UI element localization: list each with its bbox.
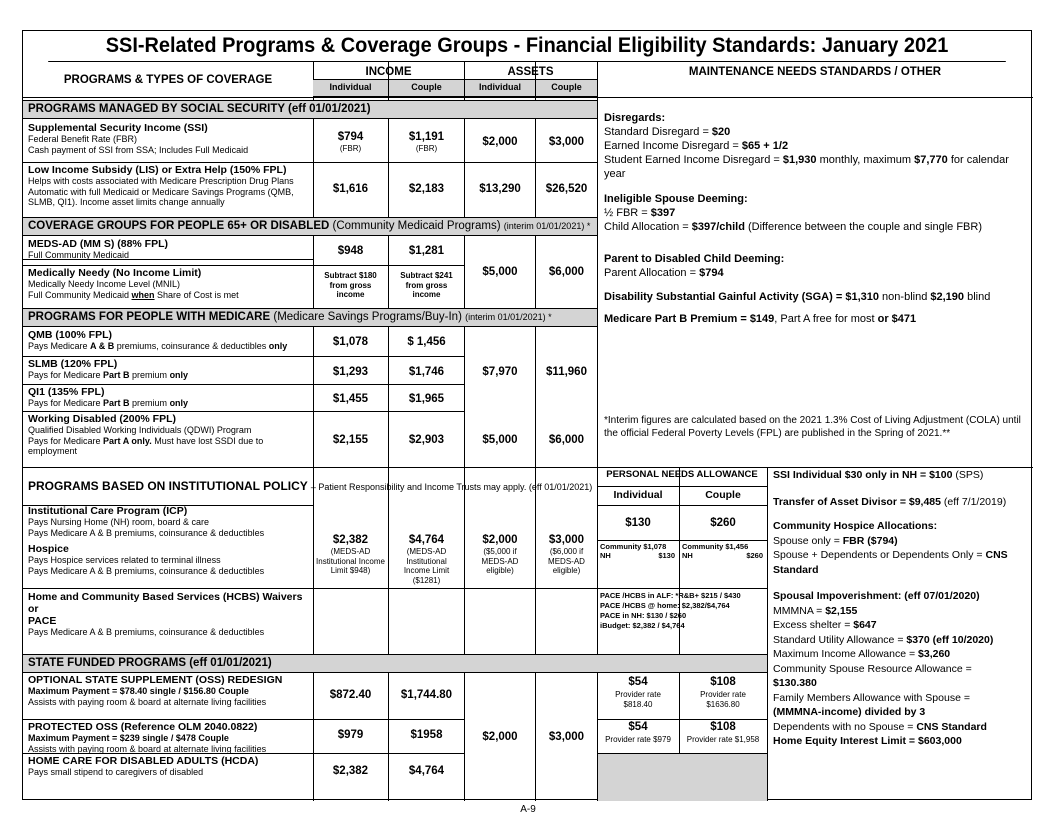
poss-income-couple: $1958 (410, 729, 443, 741)
income-header: INCOME (365, 66, 412, 78)
row-working-disabled: Working Disabled (200% FPL) Qualified Disabled Working Individuals (QDWI) Program Pays for Medicare Part A only. Must have lost SSDI due to employment (28, 413, 264, 456)
mn-assets-couple: $6,000 (548, 266, 585, 278)
qmb-income-individual: $1,078 (332, 336, 369, 348)
mn-assets-individual: $5,000 (482, 266, 518, 278)
ssi-assets-couple: $3,000 (548, 136, 585, 148)
assets-header: ASSETS (507, 66, 554, 78)
row-protected-oss: PROTECTED OSS (Reference OLM 2040.0822) Maximum Payment = $239 single / $478 Couple Assists with paying room & board at alternate living facilities (28, 721, 267, 754)
pna-poss-couple: $108 (710, 721, 736, 733)
income-individual-header: Individual (313, 80, 388, 97)
hcda-income-individual: $2,382 (332, 765, 369, 777)
inst-income-couple-note: (MEDS-AD Institutional Income Limit ($1281) (403, 547, 450, 585)
divider (535, 61, 536, 801)
slmb-assets-couple: $11,960 (546, 366, 587, 378)
row-oss: OPTIONAL STATE SUPPLEMENT (OSS) REDESIGN Maximum Payment = $78.40 single / $156.80 Couple Assists with paying room & board at alternate living facilities (28, 674, 283, 707)
row-medically-needy: Medically Needy (No Income Limit) Medically Needy Income Level (MNIL) Full Community Medicaid when Share of Cost is met (28, 267, 239, 300)
row-ssi: Supplemental Security Income (SSI) Federal Benefit Rate (FBR) Cash payment of SSI from SSA; Includes Full Medicaid (28, 122, 249, 155)
poss-assets-couple: $3,000 (548, 731, 585, 743)
divider (767, 467, 768, 801)
ssi-income-individual: $794 (337, 131, 364, 143)
row-hospice: Hospice Pays Hospice services related to terminal illness Pays Medicare A & B premiums, coinsurance & deductibles (28, 543, 265, 576)
maintenance-header: MAINTENANCE NEEDS STANDARDS / OTHER (688, 66, 942, 78)
row-meds-ad: MEDS-AD (MM S) (88% FPL) Full Community Medicaid (28, 238, 168, 260)
slmb-assets-individual: $7,970 (482, 366, 518, 378)
inst-assets-individual: $2,000 (482, 534, 518, 546)
slmb-income-couple: $1,746 (408, 366, 445, 378)
inst-income-individual-note: (MEDS-AD Institutional Income Limit $948) (316, 547, 385, 575)
section-social-security: PROGRAMS MANAGED BY SOCIAL SECURITY (eff 01/01/2021) (23, 100, 597, 119)
row-slmb: SLMB (120% FPL) Pays for Medicare Part B premium only (28, 358, 189, 380)
wd-assets-couple: $6,000 (548, 434, 585, 446)
wd-assets-individual: $5,000 (482, 434, 518, 446)
section-institutional: PROGRAMS BASED ON INSTITUTIONAL POLICY – Patient Responsibility and Income Trusts may apply. (eff 01/01/2021) (28, 479, 593, 493)
poss-assets-individual: $2,000 (482, 731, 518, 743)
ssi-income-couple: $1,191 (408, 131, 445, 143)
row-icp: Institutional Care Program (ICP) Pays Nursing Home (NH) room, board & care Pays Medicare A & B premiums, coinsurance & deductibles (28, 505, 265, 538)
hcda-income-couple: $4,764 (408, 765, 445, 777)
page-number: A-9 (520, 804, 536, 815)
pna-oss-couple: $108 (710, 676, 736, 688)
meds-income-couple: $1,281 (408, 245, 445, 257)
inst-income-couple: $4,764 (408, 534, 445, 546)
page-title: SSI-Related Programs & Coverage Groups - Financial Eligibility Standards: January 2021 (48, 31, 1006, 62)
row-hcda: HOME CARE FOR DISABLED ADULTS (HCDA) Pays small stipend to caregivers of disabled (28, 755, 259, 777)
row-qmb: QMB (100% FPL) Pays Medicare A & B premiums, coinsurance & deductibles only (28, 329, 288, 351)
mn-income-individual: Subtract $180 from gross income (324, 271, 377, 299)
lis-income-individual: $1,616 (332, 183, 369, 195)
ssi-income-couple-note: (FBR) (415, 144, 438, 153)
ssi-income-individual-note: (FBR) (339, 144, 362, 153)
assets-individual-header: Individual (465, 80, 535, 97)
lis-assets-couple: $26,520 (545, 183, 588, 195)
pna-community-couple: Community $1,456 NH $260 (682, 542, 763, 560)
row-hcbs: Home and Community Based Services (HCBS) Waivers or PACE Pays Medicare A & B premiums, coinsurance & deductibles (28, 591, 303, 637)
inst-assets-couple: $3,000 (548, 534, 585, 546)
divider (464, 61, 465, 801)
lis-assets-individual: $13,290 (479, 183, 521, 195)
pna-poss-individual-note: Provider rate $979 (605, 735, 671, 744)
pna-oss-individual-note: Provider rate $818.40 (615, 690, 661, 709)
ssi-assets-individual: $2,000 (482, 136, 518, 148)
pna-header: PERSONAL NEEDS ALLOWANCE (606, 469, 758, 480)
pna-oss-couple-note: Provider rate $1636.80 (700, 690, 746, 709)
slmb-income-individual: $1,293 (332, 366, 369, 378)
wd-income-couple: $2,903 (408, 434, 445, 446)
pna-pace-notes: PACE /HCBS in ALF: *R&B+ $215 / $430 PACE /HCBS @ home: $2,382/$4,764 PACE in NH: $130 / $260 iBudget: $2,382 / $4,764 (600, 591, 741, 630)
mn-income-couple: Subtract $241 from gross income (400, 271, 453, 299)
inst-income-individual: $2,382 (332, 534, 369, 546)
pna-individual: $130 (625, 517, 651, 529)
oss-income-individual: $872.40 (329, 689, 372, 701)
section-state-funded: STATE FUNDED PROGRAMS (eff 01/01/2021) (23, 654, 767, 673)
eligibility-table (22, 30, 1032, 800)
empty-shaded-cell (598, 754, 767, 801)
meds-income-individual: $948 (337, 245, 364, 257)
qi1-income-individual: $1,455 (332, 393, 369, 405)
row-qi1: QI1 (135% FPL) Pays for Medicare Part B premium only (28, 386, 189, 408)
inst-assets-couple-note: ($6,000 if MEDS-AD eligible) (548, 547, 585, 575)
assets-couple-header: Couple (536, 80, 597, 97)
pna-couple: $260 (710, 517, 736, 529)
pna-couple-header: Couple (705, 489, 741, 501)
qmb-income-couple: $ 1,456 (407, 336, 446, 348)
income-couple-header: Couple (389, 80, 464, 97)
lis-income-couple: $2,183 (408, 183, 445, 195)
pna-community-individual: Community $1,078 NH $130 (600, 542, 675, 560)
other-standards: SSI Individual $30 only in NH = $100 (SPS) Transfer of Asset Divisor = $9,485 (eff 7/1/2019) Community Hospice Allocations: Spouse only = FBR ($794) Spouse + Dependents or Dependents Only = CNS Standard Spousal Impoverishment: (eff 07/01/2020) MMMNA = $2,155 Excess shelter = $647 Standard Utility Allowance = $370 (eff 10/2020) Maximum Income Allowance = $3,260 Community Spouse Resource Allowance = $130.380 Family Members Allowance with Spouse = (MMMNA-income) divided by 3 Dependents with no Spouse = CNS Standard Home Equity Interest Limit = $603,000 (773, 469, 1008, 747)
pna-oss-individual: $54 (628, 676, 648, 688)
interim-note: *Interim figures are calculated based on the 2021 1.3% Cost of Living Adjustment (COLA) until the official Federal Poverty Levels (FPL) are published in the Spring of 2021.** (604, 415, 1021, 439)
inst-assets-individual-note: ($5,000 if MEDS-AD eligible) (481, 547, 519, 575)
poss-income-individual: $979 (337, 729, 364, 741)
pna-individual-header: Individual (613, 489, 663, 501)
oss-income-couple: $1,744.80 (400, 689, 453, 701)
programs-header: PROGRAMS & TYPES OF COVERAGE (63, 74, 273, 86)
section-medicare: PROGRAMS FOR PEOPLE WITH MEDICARE (Medicare Savings Programs/Buy-In) (interim 01/01/2021) * (23, 308, 597, 327)
section-coverage-groups: COVERAGE GROUPS FOR PEOPLE 65+ OR DISABLED (Community Medicaid Programs) (interim 01/01/2021) * (23, 217, 597, 236)
qi1-income-couple: $1,965 (408, 393, 445, 405)
row-lis: Low Income Subsidy (LIS) or Extra Help (150% FPL) Helps with costs associated with Medicare Prescription Drug Plans Automatic with full Medicaid or Medicare Savings Programs (QMB, SLMB, QI1). Income asset limits change annually (28, 164, 294, 207)
pna-poss-individual: $54 (628, 721, 648, 733)
pna-poss-couple-note: Provider rate $1,958 (686, 735, 760, 744)
wd-income-individual: $2,155 (332, 434, 369, 446)
maintenance-standards: Disregards: Standard Disregard = $20 Earned Income Disregard = $65 + 1/2 Student Earned Income Disregard = $1,930 monthly, maximum $7,770 for calendar year Ineligible Spouse Deeming: ½ FBR = $397 Child Allocation = $397/child (Difference between the couple and single FBR) Parent to Disabled Child Deeming: Parent Allocation = $794 Disability Substantial Gainful Activity (SGA) = $1,310 non-blind $2,190 blind Medicare Part B Premium = $149, Part A free for most or $471 (604, 112, 1009, 325)
